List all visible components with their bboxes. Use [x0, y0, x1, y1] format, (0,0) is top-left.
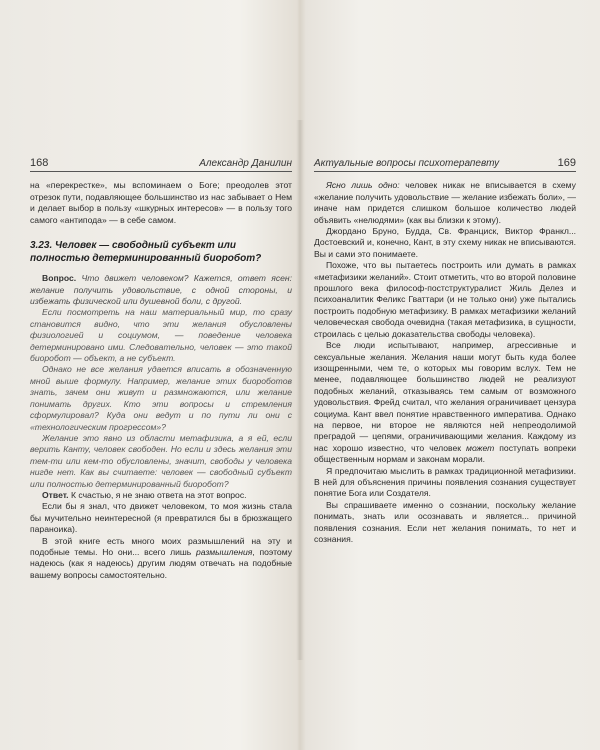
question-paragraph-2: Если посмотреть на наш материальный мир, то сразу становится видно, что эти желания обусловлены физиологией и социумом, — поведение человека детерминировано ими. Следовательно, человек — это такой биоробот — объект, а не субъект.	[30, 307, 292, 364]
left-paragraph-2: Если бы я знал, что движет человеком, то моя жизнь стала бы мучительно неинтересной (я превратился бы в брюзжащего параноика).	[30, 501, 292, 535]
answer-paragraph	[30, 490, 292, 501]
section-heading: 3.23. Человек — свободный субъект или полностью детерминированный биоробот?	[30, 240, 262, 264]
left-paragraph-3-start: В этой книге есть много моих размышлений на эту и подобные темы. Но они... всего лишь	[30, 535, 292, 557]
right-paragraph-1-emphasis: Ясно лишь одно:	[326, 180, 400, 191]
left-paragraph-3	[30, 536, 292, 582]
question-text-1: Что движет человеком? Кажется, ответ ясен: желание получить удовольствие, с одной стороны, и избежать физической или душевной боли, с другой.	[30, 273, 293, 307]
right-paragraph-4-text: Все люди испытывают, например, агрессивные и сексуальные желания. Желания наши могут быть куда более изощренными, чем те, о которых мы говорим вслух. Тем не менее, подавляющее большинство людей не реализуют подобных желаний, отказываясь тем самым от возможного удовольствия. Фрейд считал, что желания ограничивает цензура социума. Кант ввел понятие нравственного императива. Однако на первое, ни второе не являются ней непреодолимой преградой — цепями, ограничивающими желания. Каждому из нас хорошо известно, что человек	[314, 340, 576, 453]
right-paragraph-1-text: человек никак не вписывается в схему «желание получить удовольствие — желание избежать боли», — иначе нам придется слишком большое количество людей объявить «нелюдями» (как вы близки к этому).	[314, 180, 576, 225]
answer-text: К счастью, я не знаю ответа на этот вопрос.	[70, 489, 247, 500]
right-running-title: Актуальные вопросы психотерапевту	[314, 158, 500, 169]
right-paragraph-1	[314, 180, 576, 226]
right-paragraph-4-emphasis: может	[466, 442, 495, 453]
left-page	[30, 158, 292, 581]
right-paragraph-2: Джордано Бруно, Будда, Св. Франциск, Виктор Франкл... Достоевский и, конечно, Кант, в эту схему никак не вписываются. Вы и сами это понимаете.	[314, 226, 576, 259]
left-page-number: 168	[30, 157, 49, 169]
left-paragraph-1: на «перекрестке», мы вспоминаем о Боге; преодолев этот отрезок пути, подавляющее большинство из нас забывает о Нем и делает выбор в пользу «шкурных интересов» — в пользу того самого «антипода» — в себе самом.	[30, 180, 292, 225]
left-running-head	[30, 158, 292, 172]
right-paragraph-6: Вы спрашиваете именно о сознании, поскольку желание понимать, знать или осознавать и является... причиной появления сознания. Если нет желания понимать, то нет и сознания.	[314, 499, 576, 544]
right-paragraph-4	[314, 340, 576, 465]
right-page	[314, 158, 576, 545]
right-paragraph-4-end: поступать вопреки общественным нормам и законам морали.	[314, 442, 576, 465]
right-paragraph-5: Я предпочитаю мыслить в рамках традиционной метафизики. В ней для объяснения причины появления сознания существует понятие Бога или Создателя.	[314, 465, 576, 499]
question-label: Вопрос.	[42, 273, 77, 284]
question-paragraph-3: Однако не все желания удается вписать в обозначенную мной выше формулу. Например, желание этих биороботов знать, зачем они живут и размножаются, или желание понимать других. Кто эти вопросы и стремления сформулировал? Куда они ведут и по пути ли они с «технологическим прогрессом»?	[30, 364, 292, 432]
question-paragraph-1	[30, 273, 292, 307]
right-paragraph-3: Похоже, что вы пытаетесь построить или думать в рамках «метафизики желаний». Стоит отметить, что во второй половине прошлого века философ-постструктуралист Жиль Делез и психоаналитик Феликс Гваттари (и не только они) уже пытались построить подобную метафизику. В рамках метафизики желаний человеческая свобода очевидна (такая метафизика, в сущности, строилась с целью доказательства свободы человека).	[314, 260, 576, 339]
answer-label: Ответ.	[42, 489, 69, 500]
right-running-head	[314, 158, 576, 172]
right-page-number: 169	[557, 157, 576, 169]
left-paragraph-3-emphasis: размышления	[196, 546, 253, 557]
question-paragraph-4: Желание это явно из области метафизика, а я ей, если верить Канту, человек свободен. Но если и здесь желания эти тем-ти или кем-то обусловлены, значит, свободы у человека нигде нет. Как вы считаете: человек — свободный субъект или полностью детерминированный биоробот?	[30, 432, 292, 489]
book-gutter	[296, 120, 304, 660]
left-paragraph-3-end: , поэтому надеюсь (как я надеюсь) другим людям отвечать на подобные вашему вопросы самостоятельно.	[30, 546, 292, 580]
left-running-title: Александр Данилин	[199, 158, 292, 169]
